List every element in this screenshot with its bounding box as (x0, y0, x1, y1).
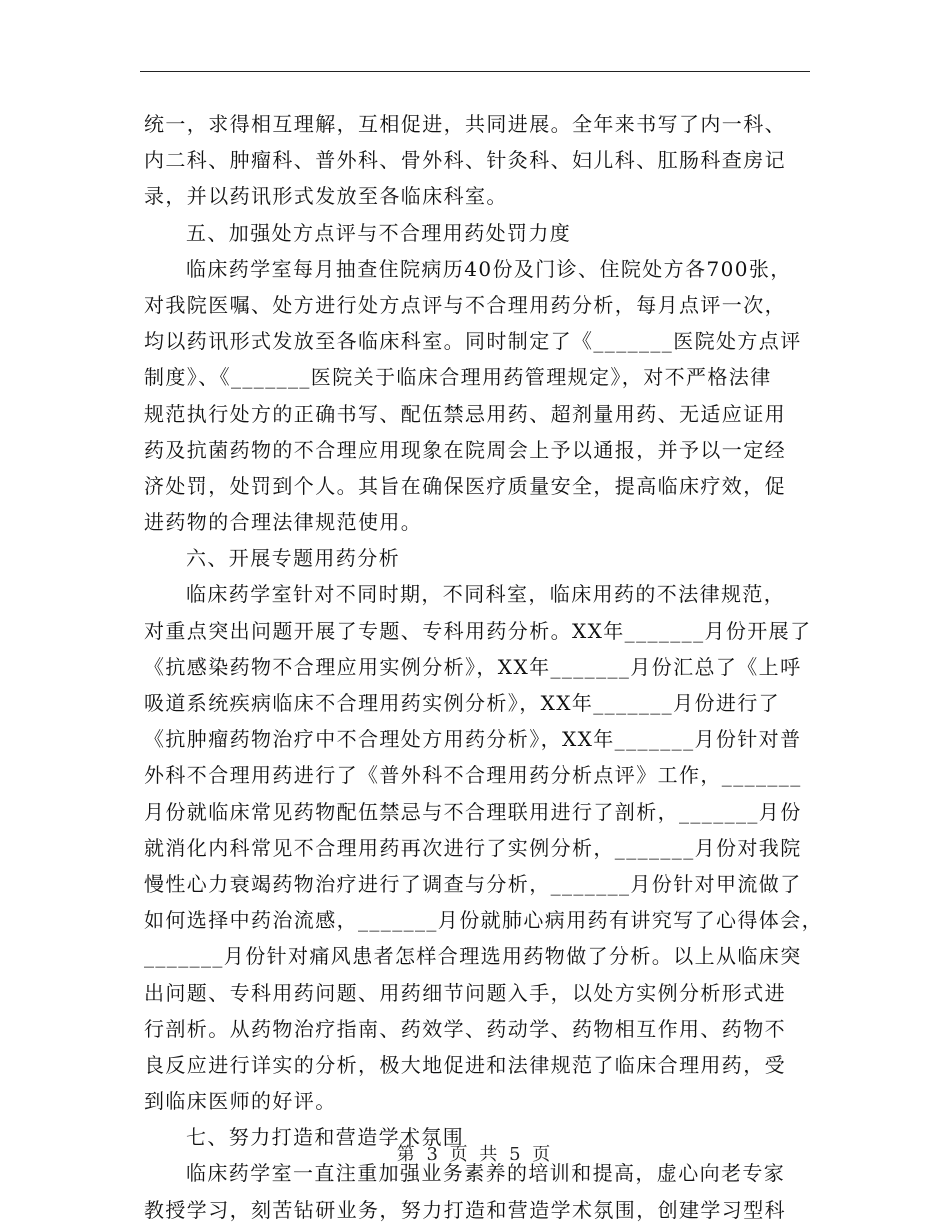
text-line: 《抗肿瘤药物治疗中不合理处方用药分析》，XX年_______月份针对普 (144, 727, 802, 752)
text-line: 规范执行处方的正确书写、配伍禁忌用药、超剂量用药、无适应证用 (144, 401, 786, 426)
text-line: 行剖析。从药物治疗指南、药效学、药动学、药物相互作用、药物不 (144, 1016, 786, 1041)
text-line: 六、开展专题用药分析 (186, 546, 400, 571)
text-line: 《抗感染药物不合理应用实例分析》，XX年_______月份汇总了《上呼 (144, 654, 802, 679)
header-rule (140, 71, 810, 72)
text-line: 临床药学室针对不同时期，不同科室，临床用药的不法律规范， (186, 582, 786, 607)
text-line: 慢性心力衰竭药物治疗进行了调查与分析，_______月份针对甲流做了 (144, 871, 802, 896)
text-line: 就消化内科常见不合理用药再次进行了实例分析，_______月份对我院 (144, 835, 802, 860)
text-line: 济处罚，处罚到个人。其旨在确保医疗质量安全，提高临床疗效，促 (144, 473, 786, 498)
page-number: 第 3 页 共 5 页 (396, 1144, 554, 1165)
text-line: 统一，求得相互理解，互相促进，共同进展。全年来书写了内一科、 (144, 112, 786, 136)
text-line: 均以药讯形式发放至各临床科室。同时制定了《_______医院处方点评 (144, 329, 802, 354)
text-line: 内二科、肿瘤科、普外科、骨外科、针灸科、妇儿科、肛肠科查房记 (144, 148, 786, 173)
text-line: 月份就临床常见药物配伍禁忌与不合理联用进行了剖析，_______月份 (144, 799, 802, 824)
text-line: 如何选择中药治流感，_______月份就肺心病用药有讲究写了心得体会， (144, 908, 823, 933)
text-line: 吸道系统疾病临床不合理用药实例分析》，XX年_______月份进行了 (144, 691, 781, 715)
text-line: 外科不合理用药进行了《普外科不合理用药分析点评》工作，_______ (144, 763, 802, 788)
text-line: 到临床医师的好评。 (144, 1089, 337, 1114)
text-line: 教授学习，刻苦钻研业务，努力打造和营造学术氛围，创建学习型科 (144, 1197, 786, 1222)
text-line: 进药物的合理法律规范使用。 (144, 510, 423, 535)
text-line: 对我院医嘱、处方进行处方点评与不合理用药分析，每月点评一次， (144, 292, 786, 317)
document-body (144, 106, 823, 1228)
text-line: 制度》、《_______医院关于临床合理用药管理规定》，对不严格法律 (144, 365, 772, 390)
text-line: 临床药学室一直注重加强业务素养的培训和提高，虚心向老专家 (186, 1161, 786, 1186)
text-line: 对重点突出问题开展了专题、专科用药分析。XX年_______月份开展了 (144, 618, 812, 643)
text-line: 药及抗菌药物的不合理应用现象在院周会上予以通报，并予以一定经 (144, 437, 786, 462)
text-line: 出问题、专科用药问题、用药细节问题入手，以处方实例分析形式进 (144, 980, 786, 1005)
text-line: 良反应进行详实的分析，极大地促进和法律规范了临床合理用药，受 (144, 1052, 786, 1077)
text-line: 五、加强处方点评与不合理用药处罚力度 (186, 220, 572, 245)
text-line: 临床药学室每月抽查住院病历40份及门诊、住院处方各700张， (186, 256, 792, 281)
text-line: 录，并以药讯形式发放至各临床科室。 (144, 184, 508, 209)
text-line: _______月份针对痛风患者怎样合理选用药物做了分析。以上从临床突 (144, 944, 802, 969)
text-line: 七、努力打造和营造学术氛围 (186, 1125, 465, 1150)
